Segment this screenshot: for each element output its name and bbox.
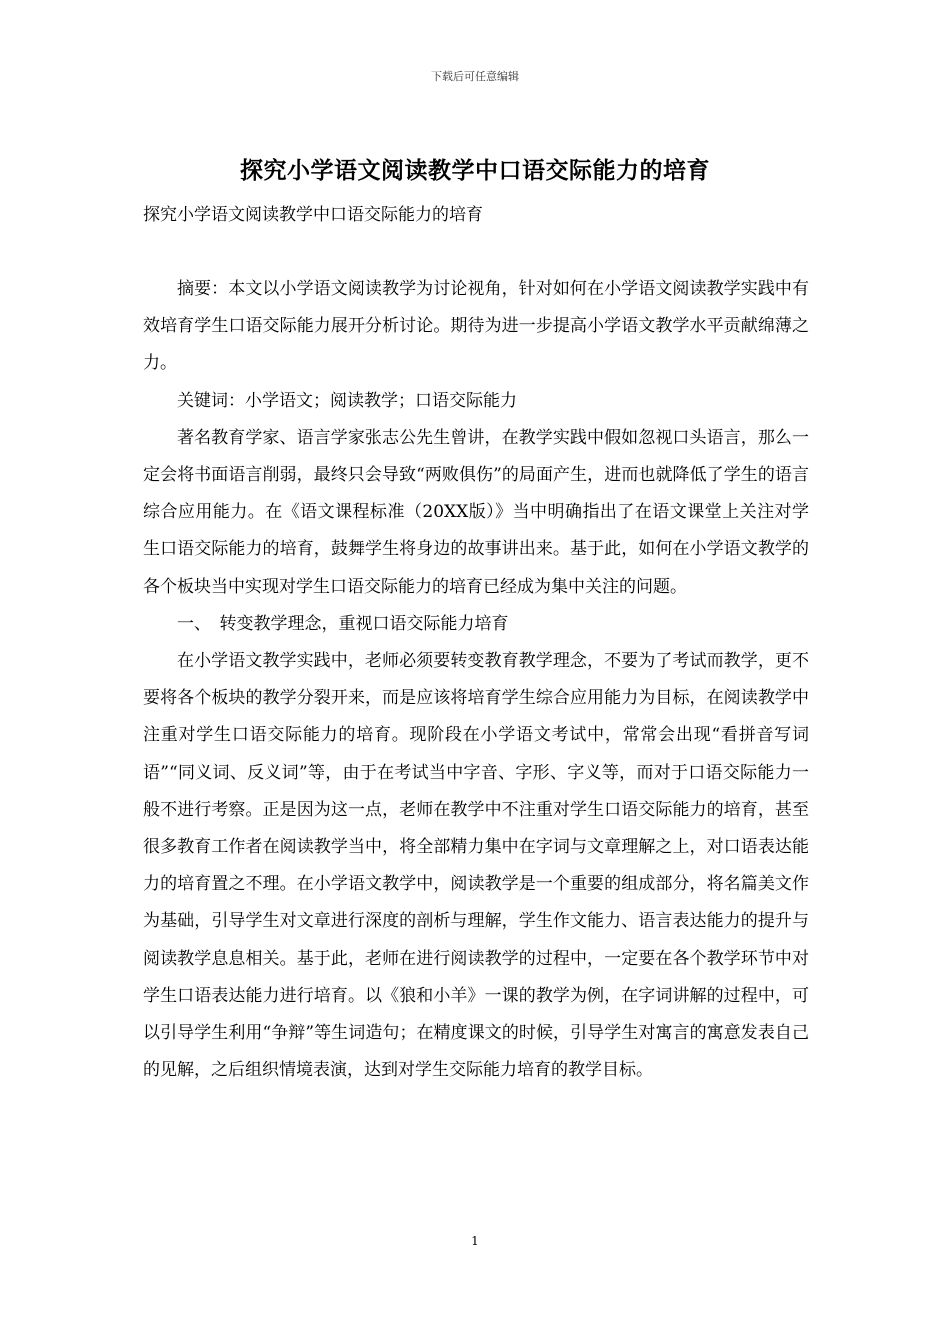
page-number: 1 <box>471 1234 479 1248</box>
intro-paragraph: 著名教育学家、语言学家张志公先生曾讲，在教学实践中假如忽视口头语言，那么一定会将书面语言削弱，最终只会导致“两败俱伤”的局面产生，进而也就降低了学生的语言综合应用能力。在《语文课程标准（20XX版）》当中明确指出了在语文课堂上关注对学生口语交际能力的培育，鼓舞学生将身边的故事讲出来。基于此，如何在小学语文教学的各个板块当中实现对学生口语交际能力的培育已经成为集中关注的问题。 <box>143 427 809 597</box>
document-title: 探究小学语文阅读教学中口语交际能力的培育 <box>240 157 710 184</box>
keywords-paragraph: 关键词：小学语文；阅读教学；口语交际能力 <box>177 390 517 411</box>
abstract-paragraph: 摘要：本文以小学语文阅读教学为讨论视角，针对如何在小学语文阅读教学实践中有效培育学生口语交际能力展开分析讨论。期待为进一步提高小学语文教学水平贡献绵薄之力。 <box>143 279 809 374</box>
page-header-note: 下载后可任意编辑 <box>431 70 519 83</box>
section-heading: 一、 转变教学理念，重视口语交际能力培育 <box>177 613 509 634</box>
document-body <box>143 271 809 1089</box>
section-paragraph: 在小学语文教学实践中，老师必须要转变教育教学理念，不要为了考试而教学，更不要将各个板块的教学分裂开来，而是应该将培育学生综合应用能力为目标，在阅读教学中注重对学生口语交际能力的培育。现阶段在小学语文考试中，常常会出现“看拼音写词语”“同义词、反义词”等，由于在考试当中字音、字形、字义等，而对于口语交际能力一般不进行考察。正是因为这一点，老师在教学中不注重对学生口语交际能力的培育，甚至很多教育工作者在阅读教学当中，将全部精力集中在字词与文章理解之上，对口语表达能力的培育置之不理。在小学语文教学中，阅读教学是一个重要的组成部分，将名篇美文作为基础，引导学生对文章进行深度的剖析与理解，学生作文能力、语言表达能力的提升与阅读教学息息相关。基于此，老师在进行阅读教学的过程中，一定要在各个教学环节中对学生口语表达能力进行培育。以《狼和小羊》一课的教学为例，在字词讲解的过程中，可以引导学生利用“争辩”等生词造句；在精度课文的时候，引导学生对寓言的寓意发表自己的见解，之后组织情境表演，达到对学生交际能力培育的教学目标。 <box>143 651 809 1081</box>
document-subtitle: 探究小学语文阅读教学中口语交际能力的培育 <box>143 205 483 225</box>
